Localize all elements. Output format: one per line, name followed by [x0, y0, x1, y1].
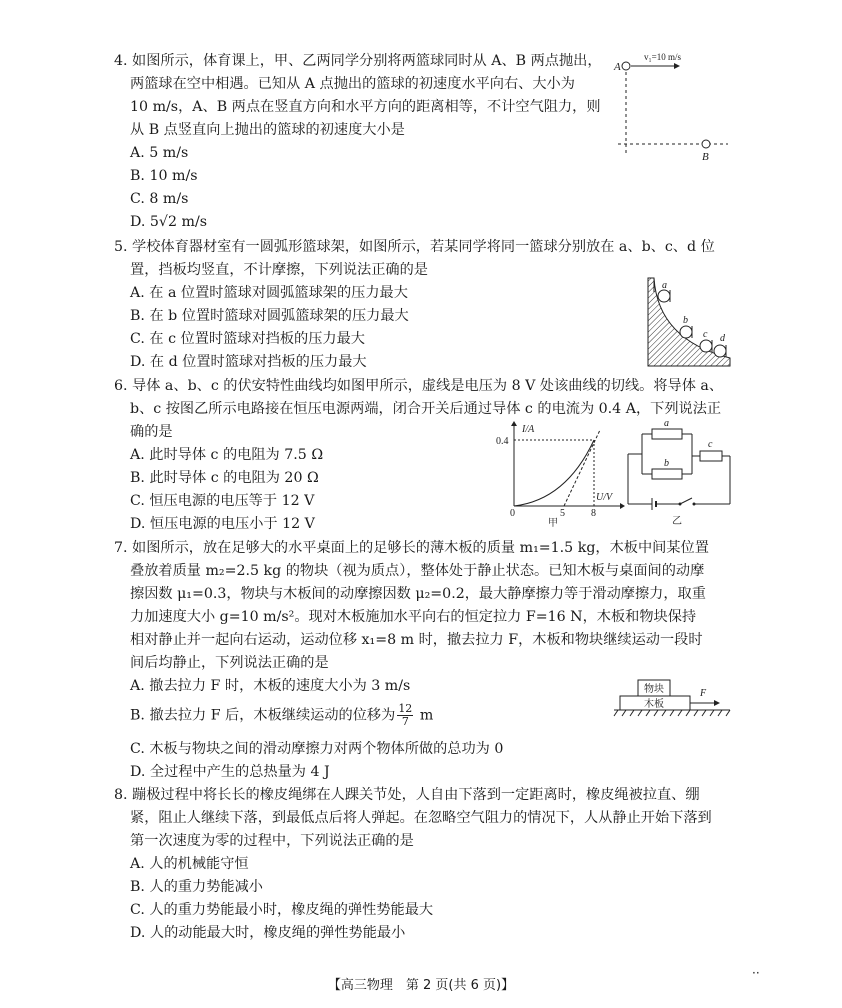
q5-label-c: c — [703, 329, 708, 340]
q6-resistor-b — [652, 469, 682, 479]
q7-option-b-unit: m — [419, 707, 434, 724]
q6-x-tick-0: 0 — [510, 508, 515, 519]
q6-x-label: U/V — [596, 492, 613, 503]
q4-velocity-label: v₁=10 m/s — [644, 52, 681, 62]
q4-option-a: A. 5 m/s — [130, 145, 189, 161]
q8-stem-line: 第一次速度为零的过程中，下列说法正确的是 — [130, 833, 414, 849]
q5-option-c: C. 在 c 位置时篮球对挡板的压力最大 — [130, 331, 365, 347]
q4-label-b: B — [702, 151, 709, 163]
q7-table-hatching — [614, 710, 730, 716]
q6-stem-line: b、c 按图乙所示电路接在恒压电源两端，闭合开关后通过导体 c 的电流为 0.4 A，下列说法正 — [130, 401, 722, 417]
q6-y-label: I/A — [522, 424, 535, 435]
q7-fraction-denominator: 7 — [401, 715, 409, 728]
q7-stem-line: 7. 如图所示，放在足够大的水平桌面上的足够长的薄木板的质量 m₁=1.5 kg，木板中间某位置 — [114, 540, 709, 556]
q5-option-d: D. 在 d 位置时篮球对挡板的压力最大 — [130, 354, 367, 370]
q8-option-c: C. 人的重力势能最小时，橡皮绳的弹性势能最大 — [130, 902, 434, 918]
q4-option-c: C. 8 m/s — [130, 191, 189, 207]
q8-option-d: D. 人的动能最大时，橡皮绳的弹性势能最小 — [130, 925, 406, 941]
q7-figure — [610, 674, 734, 718]
q4-label-a: A — [614, 61, 621, 73]
q6-circuit — [622, 420, 734, 528]
q5-figure — [640, 272, 740, 372]
q6-circuit-caption: 乙 — [672, 516, 682, 527]
q6-stem-line: 6. 导体 a、b、c 的伏安特性曲线均如图甲所示，虚线是电压为 8 V 处该曲线的切线。将导体 a、 — [114, 378, 724, 394]
q7-stem-line: 间后均静止，下列说法正确的是 — [130, 655, 329, 671]
q6-switch — [680, 498, 692, 504]
q4-option-d: D. 5√2 m/s — [130, 214, 208, 230]
q7-stem-line: 相对静止并一起向右运动，运动位移 x₁=8 m 时，撤去拉力 F，木板和物块继续运动一段时 — [130, 632, 703, 648]
q6-label-a: a — [664, 420, 669, 429]
q4-ball-a — [622, 62, 630, 70]
q7-force-label: F — [700, 688, 707, 699]
q5-ball-d — [714, 345, 726, 357]
q8-option-b: B. 人的重力势能减小 — [130, 879, 263, 895]
q4-arrow-head — [674, 63, 680, 69]
q8-stem-line: 8. 蹦极过程中将长长的橡皮绳绑在人踝关节处，人自由下落到一定距离时，橡皮绳被拉直、绷 — [114, 787, 700, 803]
q7-option-b — [130, 703, 433, 728]
q6-iv-curve — [514, 440, 594, 506]
q6-iv-graph — [496, 420, 626, 528]
q7-stem-line: 力加速度大小 g=10 m/s²。现对木板施加水平向右的恒定拉力 F=16 N，木板和物块保持 — [130, 609, 697, 625]
q6-stem-line: 确的是 — [130, 424, 173, 440]
q5-label-a: a — [662, 280, 667, 291]
q7-stem-line: 擦因数 μ₁=0.3，物块与木板间的动摩擦因数 μ₂=0.2，最大静摩擦力等于滑动摩擦力，取重 — [130, 586, 706, 602]
q8-stem-line: 紧，阻止人继续下落，到最低点后将人弹起。在忽略空气阻力的情况下，人从静止开始下落到 — [130, 810, 712, 826]
q4-figure — [600, 44, 730, 169]
q4-stem-line: 10 m/s，A、B 两点在竖直方向和水平方向的距离相等，不计空气阻力，则 — [130, 99, 601, 115]
q8-option-a: A. 人的机械能守恒 — [130, 856, 249, 872]
q6-resistor-a — [652, 429, 682, 439]
q5-ball-b — [680, 326, 692, 338]
q7-fraction — [397, 703, 413, 728]
q5-ball-a — [658, 290, 670, 302]
q7-option-d: D. 全过程中产生的总热量为 4 J — [130, 764, 330, 780]
q6-y-tick: 0.4 — [496, 436, 509, 447]
q6-option-d: D. 恒压电源的电压小于 12 V — [130, 516, 315, 532]
q5-option-a: A. 在 a 位置时篮球对圆弧篮球架的压力最大 — [130, 285, 408, 301]
q7-option-b-text: B. 撤去拉力 F 后，木板继续运动的位移为 — [130, 707, 396, 724]
q6-tangent-line — [564, 430, 600, 506]
q4-stem-line: 两篮球在空中相遇。已知从 A 点抛出的篮球的初速度水平向右、大小为 — [130, 76, 575, 92]
q5-option-b: B. 在 b 位置时篮球对圆弧篮球架的压力最大 — [130, 308, 409, 324]
q7-option-a: A. 撤去拉力 F 时，木板的速度大小为 3 m/s — [130, 678, 411, 694]
q6-resistor-c — [700, 451, 722, 461]
q6-label-c: c — [708, 439, 713, 450]
q7-option-c: C. 木板与物块之间的滑动摩擦力对两个物体所做的总功为 0 — [130, 741, 504, 757]
q6-graph-caption: 甲 — [548, 518, 558, 528]
q5-ball-c — [700, 340, 712, 352]
q6-x-tick-5: 5 — [560, 508, 565, 519]
q4-stem-line: 从 B 点竖直向上抛出的篮球的初速度大小是 — [130, 122, 405, 138]
q6-option-c: C. 恒压电源的电压等于 12 V — [130, 493, 315, 509]
q7-block-label: 物块 — [644, 684, 664, 695]
q7-board-label: 木板 — [644, 699, 664, 710]
q5-stem-line: 5. 学校体育器材室有一圆弧形篮球架，如图所示，若某同学将同一篮球分别放在 a、b、c、d 位 — [114, 239, 715, 255]
q4-ball-b — [702, 140, 710, 148]
q6-x-tick-8: 8 — [591, 508, 596, 519]
q7-stem-line: 叠放着质量 m₂=2.5 kg 的物块（视为质点），整体处于静止状态。已知木板与桌面间的动摩 — [130, 563, 705, 579]
q5-label-b: b — [683, 315, 688, 326]
q7-fraction-numerator: 12 — [398, 702, 413, 715]
q5-label-d: d — [720, 333, 725, 344]
page-footer: 【高三物理 第 2 页(共 6 页)】 — [327, 978, 515, 993]
q4-option-b: B. 10 m/s — [130, 168, 198, 184]
q6-label-b: b — [664, 458, 669, 469]
corner-mark: ·· — [752, 966, 760, 980]
q6-option-b: B. 此时导体 c 的电阻为 20 Ω — [130, 470, 319, 486]
q6-option-a: A. 此时导体 c 的电阻为 7.5 Ω — [130, 447, 324, 463]
q5-stem-line: 置，挡板均竖直，不计摩擦，下列说法正确的是 — [130, 262, 428, 278]
q4-stem-line: 4. 如图所示，体育课上，甲、乙两同学分别将两篮球同时从 A、B 两点抛出， — [114, 53, 602, 69]
